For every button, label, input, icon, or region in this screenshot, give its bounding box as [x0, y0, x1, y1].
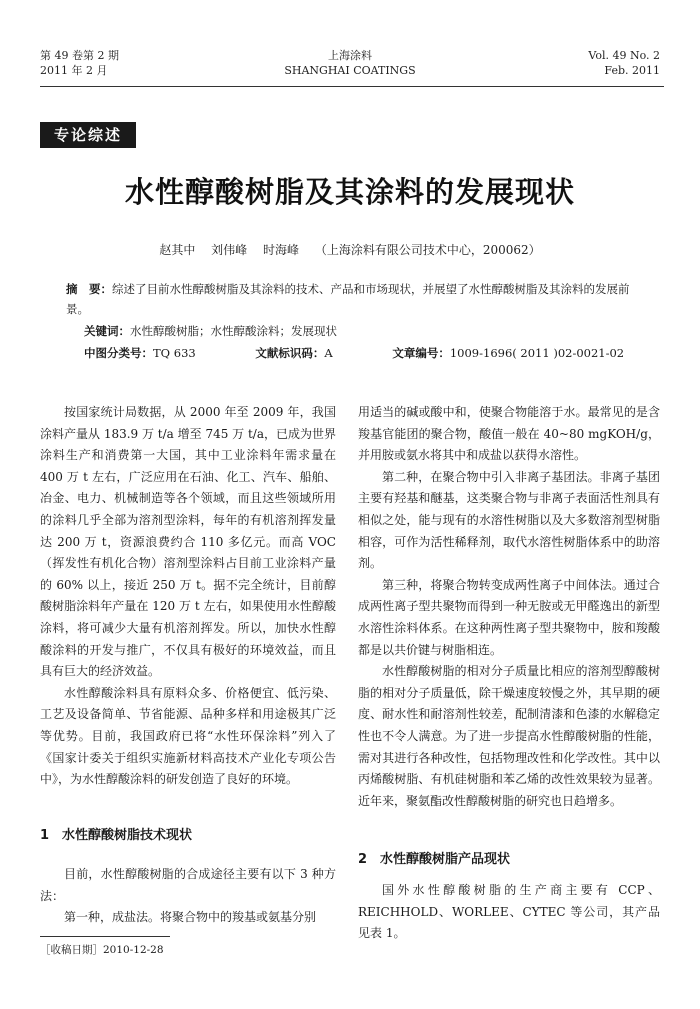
issue-volume: 第 49 卷第 2 期 [40, 49, 119, 62]
body-paragraph: 水性醇酸树脂的相对分子质量比相应的溶剂型醇酸树脂的相对分子质量低，除干燥速度较慢之外，其早期的硬度、耐水性和耐溶剂性较差，配制清漆和色漆的水解稳定性也不令人满意。为了进一步提高水性醇酸树脂的性能，需对其进行各种改性，包括物理改性和化学改性。其中以丙烯酸树脂、有机硅树脂和苯乙烯的改性效果较为显著。近年来，聚氨酯改性醇酸树脂的研究也日趋增多。 [358, 664, 660, 808]
abstract-text: 综述了目前水性醇酸树脂及其涂料的技术、产品和市场现状，并展望了水性醇酸树脂及其涂料的发展前景。 [66, 282, 630, 316]
header-rule [40, 86, 664, 87]
article-number-label: 文章编号： [392, 346, 450, 360]
author-name: 时海峰 [263, 243, 300, 257]
doc-code-label: 文献标识码： [255, 346, 325, 360]
body-paragraph: 按国家统计局数据，从 2000 年至 2009 年，我国涂料产量从 183.9 万 t/a 增至 745 万 t/a，已成为世界涂料生产和消费第一大国，其中工业涂料年需求量在 400 万 t 左右，广泛应用在石油、化工、汽车、船舶、冶金、电力、机械制造等各个领域，而且这些领域所用的涂料几乎全部为溶剂型涂料，每年的有机溶剂挥发量达 200 万 t，资源浪费约合 110 多亿元。而高 VOC（挥发性有机化合物）溶剂型涂料占目前工业涂料产量的 60% 以上，接近 250 万 t。据不完全统计，目前醇酸树脂涂料年产量在 120 万 t 左右，如果使用水性醇酸涂料，将可减少大量有机溶剂挥发。所以，加快水性醇酸涂料的开发与推广，不仅具有极好的环境效益，而且具有巨大的经济效益。 [40, 405, 336, 679]
author-name: 刘伟峰 [211, 243, 248, 257]
doc-code-value: A [324, 346, 333, 360]
body-paragraph: 第一种，成盐法。将聚合物中的羧基或氨基分别 [64, 910, 317, 925]
issue-volume-en: Vol. 49 No. 2 [588, 49, 660, 62]
authors-line [0, 241, 700, 258]
abstract [66, 279, 646, 319]
journal-name-cn: 上海涂料 [328, 49, 372, 62]
keywords-label: 关键词： [84, 324, 130, 338]
section-badge: 专论综述 [40, 122, 136, 148]
body-paragraph: 水性醇酸涂料具有原料众多、价格便宜、低污染、工艺及设备简单、节省能源、品种多样和用途极其广泛等优势。目前，我国政府已将“水性环保涂料”列入了《国家计委关于组织实施新材料高技术产业化专项公告中》，为水性醇酸涂料的研发创造了良好的环境。 [40, 685, 336, 787]
body-left-column [40, 402, 336, 791]
article-title: 水性醇酸树脂及其涂料的发展现状 [124, 175, 575, 209]
body-right-column [358, 402, 660, 812]
keywords-text: 水性醇酸树脂；水性醇酸涂料；发展现状 [130, 324, 337, 338]
classification-line [84, 345, 680, 361]
section-1-heading: 1 水性醇酸树脂技术现状 [40, 828, 193, 843]
body-paragraph: 目前，水性醇酸树脂的合成途径主要有以下 3 种方法： [40, 867, 336, 903]
issue-date-en: Feb. 2011 [604, 64, 660, 77]
received-date-footnote: ［收稿日期］2010-12-28 [40, 944, 164, 956]
body-paragraph: 国外水性醇酸树脂的生产商主要有 CCP、REICHHOLD、WORLEE、CYTEC 等公司，其产品见表 1。 [358, 883, 660, 941]
keywords [84, 323, 337, 339]
author-name: 赵其中 [159, 243, 196, 257]
body-paragraph: 第二种，在聚合物中引入非离子基团法。非离子基团主要有羟基和醚基，这类聚合物与非离子表面活性剂具有相似之处，能与现有的水溶性树脂以及大多数溶剂型树脂相容，可作为活性稀释剂，取代水溶性树脂体系中的助溶剂。 [358, 469, 660, 571]
footnote-rule [40, 936, 170, 937]
body-left-column-2 [40, 864, 336, 929]
journal-name-en: SHANGHAI COATINGS [284, 64, 416, 77]
issue-date: 2011 年 2 月 [40, 64, 108, 77]
author-affiliation: （上海涂料有限公司技术中心，200062） [314, 243, 541, 257]
body-paragraph: 第三种，将聚合物转变成两性离子中间体法。通过合成两性离子型共聚物而得到一种无胺或无甲醛逸出的新型水溶性涂料体系。在这种两性离子型共聚物中，胺和羧酸都是以共价键与树脂相连。 [358, 577, 660, 657]
article-number-value: 1009-1696( 2011 )02-0021-02 [449, 346, 625, 360]
abstract-label: 摘 要： [66, 282, 112, 296]
journal-issue-en [588, 48, 660, 78]
section-2-heading: 2 水性醇酸树脂产品现状 [358, 852, 511, 867]
body-paragraph: 用适当的碱或酸中和，使聚合物能溶于水。最常见的是含羧基官能团的聚合物，酸值一般在 40~80 mgKOH/g，并用胺或氨水将其中和成盐以获得水溶性。 [358, 405, 660, 463]
body-right-column-2 [358, 880, 660, 945]
clc-label: 中图分类号： [84, 346, 153, 360]
clc-value: TQ 633 [153, 346, 196, 360]
